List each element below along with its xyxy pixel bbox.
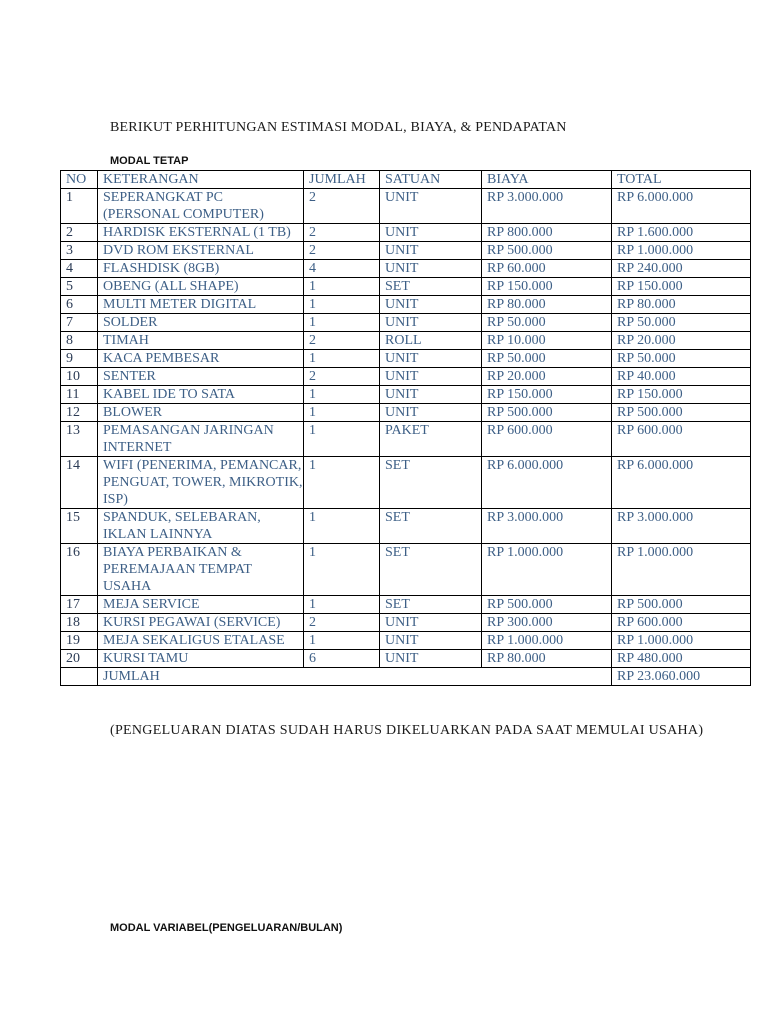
total-value: RP 23.060.000 (612, 668, 751, 686)
table-row (61, 509, 751, 544)
table-row (61, 224, 751, 242)
cell-total: RP 1.000.000 (612, 242, 751, 260)
cell-satuan: SET (380, 596, 482, 614)
cell-total: RP 6.000.000 (612, 457, 751, 509)
cell-jumlah: 1 (304, 404, 380, 422)
cell-satuan: SET (380, 278, 482, 296)
cell-satuan: UNIT (380, 260, 482, 278)
table-row (61, 596, 751, 614)
cell-total: RP 150.000 (612, 386, 751, 404)
cell-keterangan: PEMASANGAN JARINGAN INTERNET (98, 422, 304, 457)
cell-biaya: RP 50.000 (482, 350, 612, 368)
table-row (61, 650, 751, 668)
cell-satuan: UNIT (380, 189, 482, 224)
cell-jumlah: 2 (304, 189, 380, 224)
cell-keterangan: OBENG (ALL SHAPE) (98, 278, 304, 296)
table-header-row (61, 171, 751, 189)
cell-satuan: UNIT (380, 614, 482, 632)
cell-no: 9 (61, 350, 98, 368)
cell-total: RP 50.000 (612, 314, 751, 332)
cell-no: 19 (61, 632, 98, 650)
cell-keterangan: BIAYA PERBAIKAN & PEREMAJAAN TEMPAT USAHA (98, 544, 304, 596)
header-keterangan: KETERANGAN (98, 171, 304, 189)
header-no: NO (61, 171, 98, 189)
cell-satuan: UNIT (380, 386, 482, 404)
cell-biaya: RP 1.000.000 (482, 544, 612, 596)
cell-jumlah: 2 (304, 332, 380, 350)
cell-jumlah: 6 (304, 650, 380, 668)
cell-satuan: UNIT (380, 650, 482, 668)
cell-keterangan: SOLDER (98, 314, 304, 332)
cell-keterangan: BLOWER (98, 404, 304, 422)
note-text: (PENGELUARAN DIATAS SUDAH HARUS DIKELUARKAN PADA SAAT MEMULAI USAHA) (110, 723, 704, 738)
cell-biaya: RP 80.000 (482, 296, 612, 314)
cell-no: 4 (61, 260, 98, 278)
table-row (61, 404, 751, 422)
cell-satuan: UNIT (380, 368, 482, 386)
header-jumlah: JUMLAH (304, 171, 380, 189)
cell-jumlah: 2 (304, 224, 380, 242)
table-row (61, 422, 751, 457)
cell-keterangan: MULTI METER DIGITAL (98, 296, 304, 314)
cell-total: RP 240.000 (612, 260, 751, 278)
cell-keterangan: DVD ROM EKSTERNAL (98, 242, 304, 260)
cell-no: 11 (61, 386, 98, 404)
cell-jumlah: 1 (304, 386, 380, 404)
cell-total: RP 80.000 (612, 296, 751, 314)
cell-jumlah: 2 (304, 242, 380, 260)
table-row (61, 368, 751, 386)
cell-biaya: RP 10.000 (482, 332, 612, 350)
cell-no: 16 (61, 544, 98, 596)
table-total-row (61, 668, 751, 686)
header-satuan: SATUAN (380, 171, 482, 189)
cell-biaya: RP 50.000 (482, 314, 612, 332)
cell-no: 17 (61, 596, 98, 614)
cell-total: RP 500.000 (612, 404, 751, 422)
modal-tetap-label: MODAL TETAP (110, 155, 189, 167)
cell-total: RP 1.600.000 (612, 224, 751, 242)
cell-biaya: RP 300.000 (482, 614, 612, 632)
cell-total: RP 600.000 (612, 422, 751, 457)
cell-keterangan: KURSI TAMU (98, 650, 304, 668)
cell-no: 10 (61, 368, 98, 386)
cell-no: 14 (61, 457, 98, 509)
cell-no: 15 (61, 509, 98, 544)
cell-empty (61, 668, 98, 686)
table-row (61, 544, 751, 596)
cell-no: 7 (61, 314, 98, 332)
cell-total: RP 6.000.000 (612, 189, 751, 224)
table-row (61, 314, 751, 332)
table-row (61, 189, 751, 224)
cell-total: RP 3.000.000 (612, 509, 751, 544)
table-row (61, 614, 751, 632)
cell-keterangan: MEJA SERVICE (98, 596, 304, 614)
header-biaya: BIAYA (482, 171, 612, 189)
cell-satuan: UNIT (380, 632, 482, 650)
cell-satuan: UNIT (380, 314, 482, 332)
cell-biaya: RP 1.000.000 (482, 632, 612, 650)
cell-jumlah: 1 (304, 457, 380, 509)
cell-biaya: RP 150.000 (482, 386, 612, 404)
cell-satuan: UNIT (380, 296, 482, 314)
cell-total: RP 1.000.000 (612, 544, 751, 596)
cell-jumlah: 1 (304, 314, 380, 332)
table-row (61, 260, 751, 278)
table-row (61, 296, 751, 314)
cell-total: RP 1.000.000 (612, 632, 751, 650)
cell-no: 2 (61, 224, 98, 242)
cell-keterangan: WIFI (PENERIMA, PEMANCAR, PENGUAT, TOWER, MIKROTIK, ISP) (98, 457, 304, 509)
table-row (61, 632, 751, 650)
cell-no: 3 (61, 242, 98, 260)
cell-jumlah: 4 (304, 260, 380, 278)
cell-satuan: PAKET (380, 422, 482, 457)
cell-no: 5 (61, 278, 98, 296)
table-row (61, 278, 751, 296)
table-row (61, 457, 751, 509)
table-row (61, 350, 751, 368)
cell-biaya: RP 500.000 (482, 596, 612, 614)
cell-biaya: RP 3.000.000 (482, 509, 612, 544)
cell-jumlah: 1 (304, 544, 380, 596)
cell-biaya: RP 150.000 (482, 278, 612, 296)
cell-jumlah: 1 (304, 296, 380, 314)
cell-keterangan: KACA PEMBESAR (98, 350, 304, 368)
cell-jumlah: 1 (304, 632, 380, 650)
modal-variabel-label: MODAL VARIABEL(PENGELUARAN/BULAN) (110, 922, 343, 934)
cell-satuan: SET (380, 544, 482, 596)
cell-biaya: RP 800.000 (482, 224, 612, 242)
cell-jumlah: 1 (304, 422, 380, 457)
table-row (61, 242, 751, 260)
cell-biaya: RP 500.000 (482, 404, 612, 422)
cell-biaya: RP 6.000.000 (482, 457, 612, 509)
cell-biaya: RP 80.000 (482, 650, 612, 668)
cell-keterangan: TIMAH (98, 332, 304, 350)
cell-satuan: ROLL (380, 332, 482, 350)
cell-satuan: UNIT (380, 242, 482, 260)
cell-keterangan: KABEL IDE TO SATA (98, 386, 304, 404)
cell-total: RP 20.000 (612, 332, 751, 350)
cell-jumlah: 2 (304, 368, 380, 386)
cell-jumlah: 1 (304, 596, 380, 614)
cell-total: RP 150.000 (612, 278, 751, 296)
cell-keterangan: KURSI PEGAWAI (SERVICE) (98, 614, 304, 632)
cell-no: 20 (61, 650, 98, 668)
cell-keterangan: SENTER (98, 368, 304, 386)
cell-keterangan: HARDISK EKSTERNAL (1 TB) (98, 224, 304, 242)
cell-satuan: UNIT (380, 224, 482, 242)
cell-jumlah: 1 (304, 278, 380, 296)
cell-jumlah: 2 (304, 614, 380, 632)
modal-tetap-table (60, 170, 751, 686)
cell-keterangan: MEJA SEKALIGUS ETALASE (98, 632, 304, 650)
table-row (61, 332, 751, 350)
page-title: BERIKUT PERHITUNGAN ESTIMASI MODAL, BIAYA, & PENDAPATAN (110, 120, 567, 135)
cell-jumlah: 1 (304, 350, 380, 368)
cell-satuan: SET (380, 457, 482, 509)
cell-no: 8 (61, 332, 98, 350)
cell-keterangan: SEPERANGKAT PC (PERSONAL COMPUTER) (98, 189, 304, 224)
cell-no: 1 (61, 189, 98, 224)
cell-biaya: RP 500.000 (482, 242, 612, 260)
cell-satuan: UNIT (380, 350, 482, 368)
header-total: TOTAL (612, 171, 751, 189)
cell-jumlah: 1 (304, 509, 380, 544)
cell-no: 13 (61, 422, 98, 457)
total-label: JUMLAH (98, 668, 612, 686)
cell-no: 12 (61, 404, 98, 422)
cell-no: 18 (61, 614, 98, 632)
cell-total: RP 500.000 (612, 596, 751, 614)
cell-keterangan: SPANDUK, SELEBARAN, IKLAN LAINNYA (98, 509, 304, 544)
cell-no: 6 (61, 296, 98, 314)
cell-keterangan: FLASHDISK (8GB) (98, 260, 304, 278)
table-row (61, 386, 751, 404)
cell-biaya: RP 600.000 (482, 422, 612, 457)
cell-satuan: UNIT (380, 404, 482, 422)
cell-biaya: RP 3.000.000 (482, 189, 612, 224)
cell-satuan: SET (380, 509, 482, 544)
cell-total: RP 50.000 (612, 350, 751, 368)
cell-total: RP 480.000 (612, 650, 751, 668)
cell-biaya: RP 20.000 (482, 368, 612, 386)
cell-biaya: RP 60.000 (482, 260, 612, 278)
cell-total: RP 600.000 (612, 614, 751, 632)
cell-total: RP 40.000 (612, 368, 751, 386)
